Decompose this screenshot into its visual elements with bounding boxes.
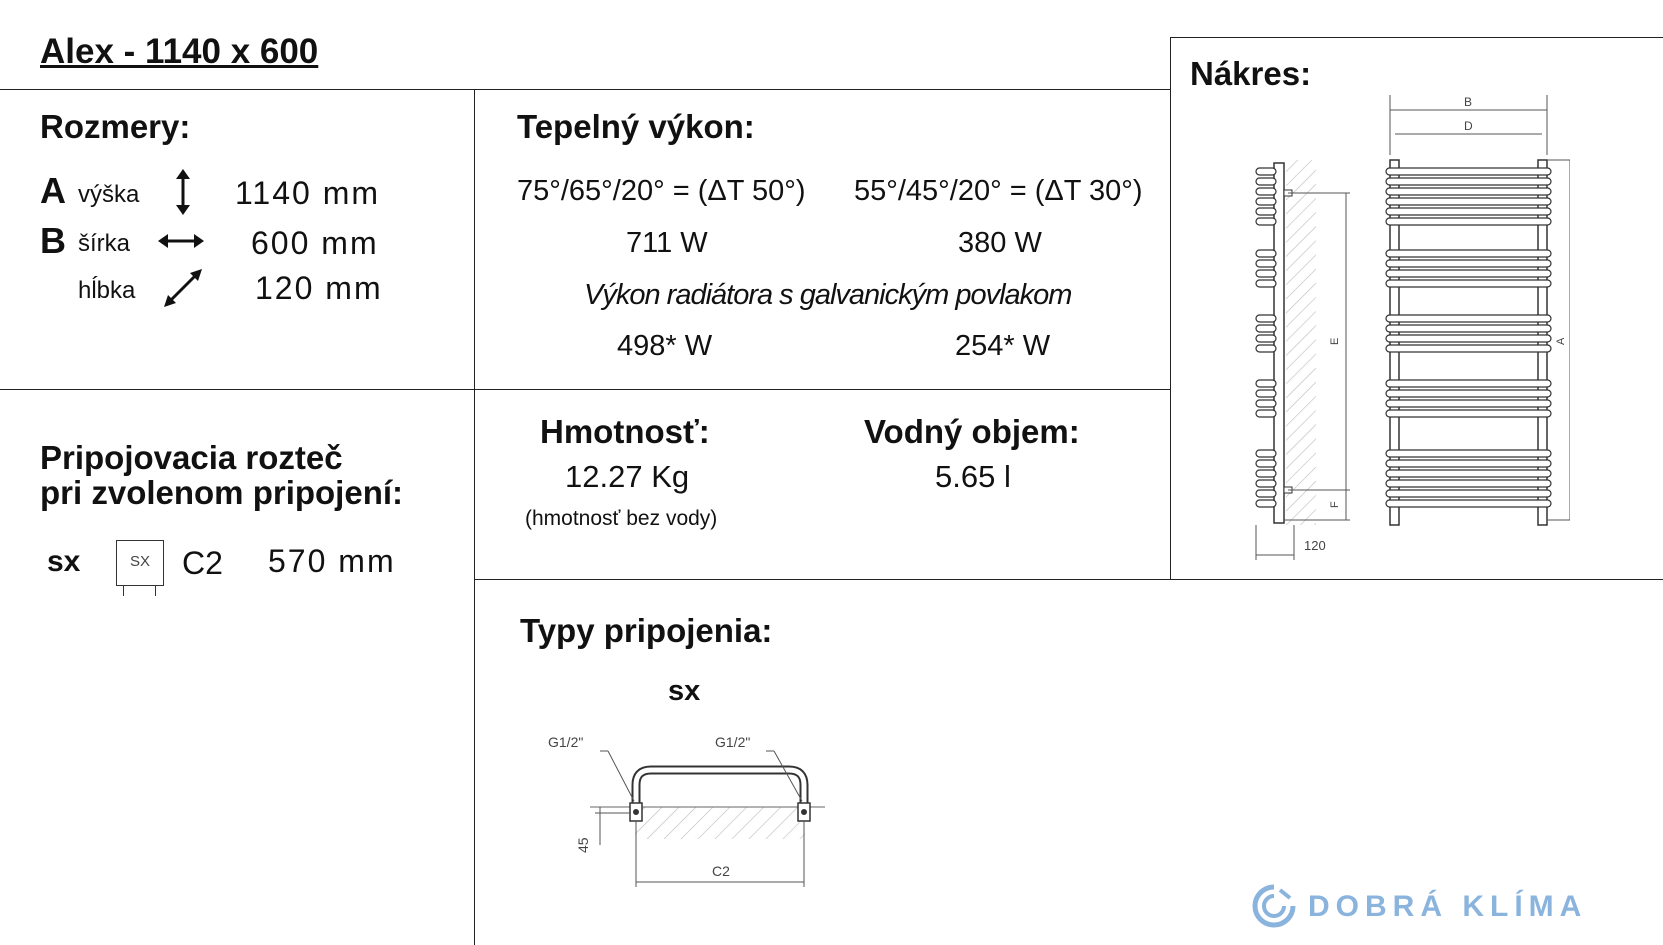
middle-divider <box>0 389 1170 390</box>
connection-type-label: sx <box>47 545 81 578</box>
dim-label-a: A <box>1555 337 1567 345</box>
connection-icon-stub-left <box>123 586 124 596</box>
brand-name: DOBRÁ KLÍMA <box>1308 890 1588 923</box>
spacing-label-c2: C2 <box>712 863 730 879</box>
side-tube-group <box>1256 168 1276 507</box>
weight-value: 12.27 Kg <box>565 459 690 494</box>
dim-label-e: E <box>1329 337 1341 345</box>
connection-type-icon-label: SX <box>129 553 150 570</box>
connection-spacing-value: 570 mm <box>268 543 396 579</box>
water-volume-heading: Vodný objem: <box>864 413 1080 450</box>
floor-hatch <box>635 807 805 839</box>
dimension-label-depth: hĺbka <box>78 277 136 304</box>
dimension-value-depth: 120 mm <box>255 270 383 306</box>
lower-divider <box>474 579 1663 580</box>
connection-code: C2 <box>182 545 223 581</box>
dimension-label-height: výška <box>78 181 140 208</box>
galvanic-note: Výkon radiátora s galvanickým povlakom <box>584 279 1072 311</box>
column-divider <box>474 89 475 945</box>
title-underline-divider <box>0 89 1170 90</box>
page-title: Alex - 1140 x 600 <box>40 32 319 71</box>
thread-label-right: G1/2" <box>715 734 751 750</box>
dimension-value-height: 1140 mm <box>235 175 381 211</box>
dimension-letter-b: B <box>40 220 66 261</box>
dimension-value-width: 600 mm <box>251 225 379 261</box>
thermal-output-heading: Tepelný výkon: <box>517 108 755 145</box>
dim-label-depth: 120 <box>1304 538 1326 553</box>
diagonal-arrow-icon <box>163 268 203 308</box>
height-label: 45 <box>575 837 591 853</box>
sx-connection-diagram <box>540 725 840 895</box>
output-dt50: 711 W <box>626 227 708 259</box>
vertical-arrow-icon <box>174 169 192 215</box>
drawing-top-divider <box>1170 37 1663 38</box>
thread-label-left: G1/2" <box>548 734 584 750</box>
drawing-heading: Nákres: <box>1190 55 1312 92</box>
condition-dt30: 55°/45°/20° = (ΔT 30°) <box>854 175 1143 207</box>
connection-types-sx-label: sx <box>668 675 701 707</box>
galvanic-output-dt30: 254* W <box>955 330 1051 362</box>
connection-spacing-heading-line2: pri zvolenom pripojení: <box>40 474 404 511</box>
side-collector <box>1274 163 1284 523</box>
dim-label-d: D <box>1464 119 1473 133</box>
front-tube-group <box>1386 168 1551 507</box>
brand-logo-icon <box>1252 884 1296 928</box>
sx-tube <box>636 770 804 807</box>
connection-type-icon <box>116 540 164 586</box>
dimension-letter-a: A <box>40 170 66 211</box>
dim-label-f: F <box>1329 501 1341 508</box>
connection-types-heading: Typy pripojenia: <box>520 612 773 649</box>
connection-spacing-heading-line1: Pripojovacia rozteč <box>40 439 343 476</box>
radiator-technical-drawing <box>1240 90 1570 570</box>
wall-hatch <box>1286 160 1316 525</box>
water-volume-value: 5.65 l <box>935 459 1011 494</box>
output-dt30: 380 W <box>958 227 1042 259</box>
dimensions-heading: Rozmery: <box>40 108 191 145</box>
connection-icon-stub-right <box>155 586 156 596</box>
dimension-label-width: šírka <box>78 230 131 257</box>
drawing-left-divider <box>1170 37 1171 580</box>
weight-heading: Hmotnosť: <box>540 413 710 450</box>
condition-dt50: 75°/65°/20° = (ΔT 50°) <box>517 175 806 207</box>
weight-note: (hmotnosť bez vody) <box>525 507 718 530</box>
galvanic-output-dt50: 498* W <box>617 330 713 362</box>
dim-label-b: B <box>1464 95 1473 109</box>
horizontal-arrow-icon <box>158 233 204 249</box>
